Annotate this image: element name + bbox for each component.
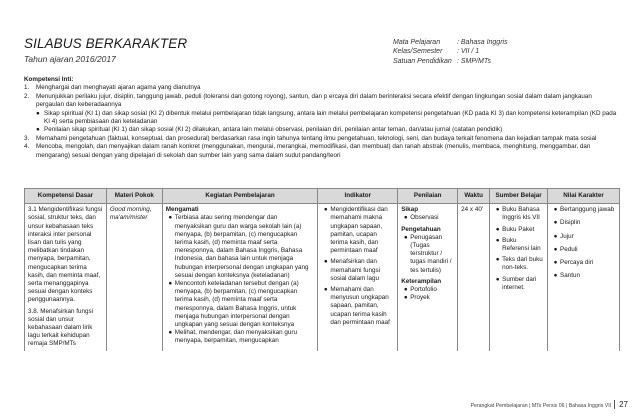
document-header <box>24 36 344 64</box>
list-item-text: Buku Paket <box>502 225 535 233</box>
indikator-list <box>321 206 394 327</box>
list-item-text: Menafsirkan dan memahami fungsi sosial dalam lagu <box>330 258 381 282</box>
bullet-icon: ● <box>553 259 558 267</box>
core-competencies <box>24 76 620 160</box>
penilaian-cell <box>398 204 458 351</box>
meta-school <box>393 57 508 66</box>
document-title: SILABUS BERKARAKTER <box>24 36 188 51</box>
ki-item <box>24 135 620 143</box>
ki-number: 4. <box>24 143 30 151</box>
column-header: Penilaian <box>398 189 458 204</box>
list-item-text: Peduli <box>560 245 578 253</box>
ki-text: Mencoba, mengolah, dan menyajikan dalam ranah konkret (menggunakan, mengurai, merangkai, memodifikasi, dan membuat) dan ranah abstrak (menulis, membaca, menghitung, menggambar, dan mengarang) sesuai dengan yang dipelajari di sekolah dan sumber lain yang sama dalam sudut pandang/teori <box>36 143 591 159</box>
course-meta <box>393 38 508 66</box>
page-footer <box>0 400 628 409</box>
meta-label: Mata Pelajaran <box>393 39 441 46</box>
ki-item <box>24 84 620 92</box>
pengetahuan-heading: Pengetahuan <box>401 225 441 233</box>
nilai-list <box>551 206 616 280</box>
list-item <box>551 206 616 214</box>
bullet-icon: ● <box>36 109 40 117</box>
list-item <box>401 286 454 294</box>
list-item-text: Buku Referensi lain <box>502 236 541 253</box>
list-item <box>321 206 394 255</box>
table-header-row <box>25 189 620 204</box>
ki-heading: Kompetensi Inti: <box>24 76 74 83</box>
footer-text: Perangkat Pembelajaran | MTs Persis 06 | Bahasa Inggris VII <box>470 403 612 409</box>
list-item <box>401 294 454 302</box>
list-item <box>166 214 315 280</box>
sumber-list <box>493 206 544 292</box>
list-item <box>551 272 616 280</box>
bullet-icon: ● <box>495 225 500 233</box>
bullet-icon: ● <box>403 233 408 241</box>
list-item-text: Teks dari buku non-teks. <box>502 256 543 272</box>
ki-number: 3. <box>24 134 30 142</box>
column-header: Nilai Karakter <box>548 189 620 204</box>
ki-number: 1. <box>24 84 30 92</box>
kd-item: 3.8. Menafsirkan fungsi sosial dan unsur kebahasaan dalam lirik lagu terkait kehidupan remaja SMP/MTs <box>28 307 94 348</box>
meta-value: : SMP/MTs <box>457 57 491 65</box>
bullet-icon: ● <box>553 272 558 280</box>
bullet-icon: ● <box>495 275 500 283</box>
column-header: Sumber Belajar <box>490 189 548 204</box>
ki-text: Memahami pengetahuan (faktual, konseptual, dan prosedural) berdasarkan rasa ingin tahunya tentang ilmu pengetahuan, teknologi, seni, dan budaya terkait fenomena dan kejadian tampak mata sosial <box>36 134 597 142</box>
column-header: Kegiatan Pembelajaran <box>162 189 318 204</box>
list-item <box>401 234 454 275</box>
bullet-icon: ● <box>553 245 558 253</box>
indikator-cell <box>318 204 398 351</box>
nilai-cell <box>548 204 620 351</box>
bullet-icon: ● <box>403 294 408 302</box>
list-item <box>321 258 394 283</box>
page-number: 27 <box>614 400 628 409</box>
meta-value: : VII / 1 <box>457 48 480 56</box>
list-item-text: Sumber dari internet. <box>502 275 537 291</box>
table-row <box>25 204 620 351</box>
list-item-text: Terbiasa atau sering mendengar dan menyaksikan guru dan warga sekolah lain (a) menyapa, (b) berpamitan, (c) mengucapkan terima kasih, (d) meminta maaf serta meresponnya, dalam Bahasa Inggris, Bahasa Indonesia, dan bahasa lain untuk menjaga hubungan interpersonal dengan ungkapan yang sesuai dengan konteksnya (keteladanan) <box>174 214 309 279</box>
list-item <box>493 237 544 253</box>
kegiatan-cell <box>162 204 318 351</box>
list-item-text: Santun <box>560 272 581 280</box>
list-item <box>166 329 315 345</box>
kd-cell <box>25 204 107 351</box>
bullet-icon: ● <box>168 214 173 222</box>
sumber-cell <box>490 204 548 351</box>
kd-item: 3.1 Mengidentifikasi fungsi sosial, struktur teks, dan unsur kebahasaan teks interaksi inter personal lisan dan tulis yang melibatkan tindakan menyapa, berpamitan, mengucapkan terima kasih, dan meminta maaf, serta menanggapinya sesuai dengan konteks penggunaannya. <box>28 206 103 304</box>
keterampilan-heading: Keterampilan <box>401 277 442 285</box>
ki-note <box>24 126 620 134</box>
meta-label: Satuan Pendidikan <box>393 57 452 65</box>
meta-label: Kelas/Semester <box>393 48 443 56</box>
list-item <box>493 226 544 234</box>
bullet-icon: ● <box>323 258 328 266</box>
list-item <box>493 256 544 272</box>
list-item <box>551 233 616 241</box>
academic-year: Tahun ajaran 2016/2017 <box>24 54 116 64</box>
meta-subject <box>393 38 508 47</box>
bullet-icon: ● <box>323 286 328 294</box>
list-item-text: Mengidentifikasi dan memahami makna ungkapan sapaan, pamitan, ucapan terima kasih, dan permintaan maaf <box>330 206 388 255</box>
bullet-icon: ● <box>403 286 408 294</box>
meta-value: : Bahasa Inggris <box>457 39 508 46</box>
list-item-text: Bertanggung jawab <box>560 206 615 214</box>
meta-class <box>393 47 508 56</box>
list-item-text: Mencontoh keteladanan tersebut dengan (a) menyapa, (b) berpamitan, (c) mengucapkan terima kasih, (d) meminta maaf serta meresponnya, dalam Bahasa Inggris, untuk menjaga hubungan interpersonal dengan ungkapan yang sesuai dengan konteksnya <box>174 280 299 329</box>
sikap-list <box>401 214 454 222</box>
bullet-icon: ● <box>553 219 558 227</box>
list-item-text: Observasi <box>410 214 439 222</box>
list-item-text: Percaya diri <box>560 259 594 267</box>
list-item-text: Buku Bahasa Inggris kls VII <box>502 206 540 222</box>
list-item-text: Proyek <box>410 294 430 302</box>
ki-note-text: Sikap spiritual (KI 1) dan sikap sosial (KI 2) dibentuk melalui pembelajaran tidak langsung, antara lain melalui pembelajaran kompetensi pengetahuan (KD pada KI 3) dan kompetensi keterampilan (KD pada KI 4) serta pembiasaan dan keteladanan <box>44 109 617 126</box>
bullet-icon: ● <box>323 206 328 214</box>
syllabus-table <box>24 188 620 351</box>
bullet-icon: ● <box>495 236 500 244</box>
list-item <box>493 276 544 292</box>
list-item <box>401 214 454 222</box>
materi-cell: Good morning, ma'am/mister <box>106 204 162 351</box>
list-item <box>551 259 616 267</box>
waktu-cell: 24 x 40' <box>458 204 490 351</box>
ki-note-text: Penilaian sikap spiritual (KI 1) dan sikap sosial (KI 2) dilakukan, antara lain melalui observasi, penilaian diri, penilaian antar teman, dan/atau jurnal (catatan pendidik) <box>44 126 503 134</box>
ki-text: Menunjukkan perilaku jujur, disiplin, tanggung jawab, peduli (toleransi dan gotong royong), santun, dan p ercaya diri dalam berinteraksi secara efektif dengan lingkungan sosial dalam dalam jangkauan pergaulan dan keberadaannya <box>36 92 592 109</box>
ki-item <box>24 93 620 110</box>
sikap-heading: Sikap <box>401 206 419 214</box>
bullet-icon: ● <box>168 329 173 337</box>
list-item <box>321 286 394 327</box>
bullet-icon: ● <box>495 256 500 264</box>
bullet-icon: ● <box>553 206 558 214</box>
list-item-text: Melihat, mendengar, dan menyaksikan guru menyapa, berpamitan, mengucapkan <box>174 329 297 345</box>
bullet-icon: ● <box>553 232 558 240</box>
ki-item <box>24 143 620 160</box>
ki-number: 2. <box>24 92 30 100</box>
bullet-icon: ● <box>168 280 173 288</box>
kegiatan-heading: Mengamati <box>165 206 199 214</box>
list-item-text: Penugasan (Tugas terstruktur / tugas mandiri / tes tertulis) <box>410 233 452 274</box>
list-item-text: Disiplin <box>560 219 581 227</box>
pengetahuan-list <box>401 234 454 275</box>
bullet-icon: ● <box>403 214 408 222</box>
keterampilan-list <box>401 286 454 302</box>
list-item-text: Memahami dan menyusun ungkapan sapaan, pamitan, ucapan terima kasih dan permintaan maaf <box>330 286 390 326</box>
list-item <box>493 206 544 222</box>
list-item <box>551 219 616 227</box>
column-header: Materi Pokok <box>106 189 162 204</box>
column-header: Kompetensi Dasar <box>25 189 107 204</box>
ki-text: Menghargai dan menghayati ajaran agama yang dianutnya <box>36 84 201 92</box>
list-item <box>551 246 616 254</box>
ki-note <box>24 110 620 127</box>
list-item-text: Portofolio <box>410 286 437 294</box>
column-header: Waktu <box>458 189 490 204</box>
bullet-icon: ● <box>495 206 500 214</box>
kegiatan-list <box>166 214 315 345</box>
list-item <box>166 280 315 329</box>
bullet-icon: ● <box>36 126 40 134</box>
list-item-text: Jujur <box>560 232 574 240</box>
column-header: Indikator <box>318 189 398 204</box>
